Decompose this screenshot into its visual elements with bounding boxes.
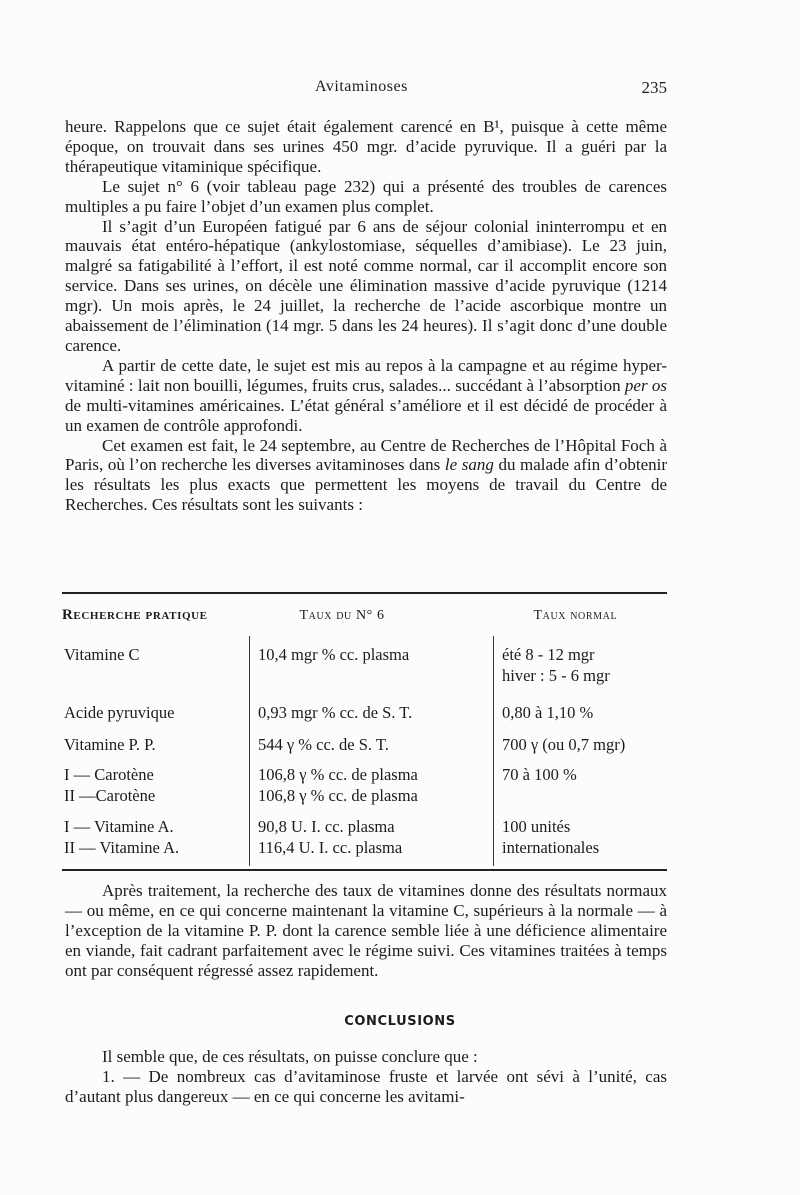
paragraph-apres-traitement: Après traitement, la recherche des taux de vitamines donne des résultats normaux — ou même, en ce qui concerne maintenant la vitamine C, supérieurs à la normale — à l’exception de la vitamine P. P. dont la carence semble liée à une déficience alimentaire en viande, fait cadrant parfaitement avec le régime suivi. Ces vitamines traitées à temps ont par conséquent régressé assez rapidement. [65,881,667,980]
table-bottom-rule [62,869,667,871]
row-normal: 700 γ (ou 0,7 mgr) [502,735,626,754]
table-row [62,734,667,764]
row-label: I — Vitamine A. [64,817,174,836]
row-label: Vitamine P. P. [64,735,156,754]
row-label: Vitamine C [64,645,140,664]
paragraph-continued: heure. Rappelons que ce sujet était également carencé en B¹, puisque à cette même époque, on trouvait dans ses urines 450 mgr. d’acide pyruvique. Il a guéri par la thérapeutique vitaminique spécifique. [65,117,667,176]
table-row [62,702,667,734]
upper-text-block [65,117,667,515]
paragraph-a-partir-text: A partir de cette date, le sujet est mis au repos à la campagne et au régime hyper-vitaminé : lait non bouilli, légumes, fruits crus, salades... succédant à l’absorption [65,355,667,395]
row-label: II — Vitamine A. [64,838,180,857]
results-table-wrap [62,592,667,866]
row-normal: 100 unités internationales [502,817,600,857]
conclusions-intro: Il semble que, de ces résultats, on puisse conclure que : [102,1047,478,1066]
row-normal: hiver : 5 - 6 mgr [502,666,610,685]
paragraph-a-partir [65,356,667,436]
row-label: Acide pyruvique [64,703,175,722]
running-header-title: Avitaminoses [315,78,408,95]
row-value: 10,4 mgr % cc. plasma [258,645,410,664]
conclusions-heading: CONCLUSIONS [344,1014,456,1029]
paragraph-a-partir-italic: per os [624,375,668,395]
row-value: 90,8 U. I. cc. plasma [258,817,395,836]
header-taux-normal: Taux normal [533,607,618,623]
table-row [62,816,667,866]
paragraph-examen-text: Cet examen est fait, le 24 septembre, au Centre de Recherches de l’Hôpital Foch à Paris, où l’on recherche les diverses avitaminoses dans [65,435,667,475]
page-number: 235 [641,78,667,97]
table-row [62,764,667,816]
table-header-row [62,594,667,636]
row-value: 544 γ % cc. de S. T. [258,735,389,754]
middle-text-block [65,881,667,981]
results-table [62,594,667,866]
paragraph-a-partir-text-end: de multi-vitamines américaines. L’état général s’améliore et il est décidé de procéder à un examen de contrôle approfondi. [65,395,667,435]
row-normal: 0,80 à 1,10 % [502,703,594,722]
paragraph-examen-italic: le sang [444,455,494,475]
paragraph-examen-text-end: du malade afin d’obtenir les résultats les plus exacts que permettent les moyens de travail du Centre de Recherches. Ces résultats sont les suivants : [65,455,668,515]
row-label: I — Carotène [64,765,154,784]
conclusions-text-block [65,1047,667,1107]
paragraph-examen [65,436,667,516]
conclusions-item-1: 1. — De nombreux cas d’avitaminose fruste et larvée ont sévi à l’unité, cas d’autant plus dangereux — en ce qui concerne les avitami- [65,1066,667,1106]
row-value: 116,4 U. I. cc. plasma [258,838,403,857]
row-normal: 70 à 100 % [502,765,577,784]
row-label: II —Carotène [64,786,156,805]
row-value: 0,93 mgr % cc. de S. T. [258,703,413,722]
table-row [62,636,667,702]
row-value: 106,8 γ % cc. de plasma [258,786,418,805]
row-value: 106,8 γ % cc. de plasma [258,765,418,784]
row-normal: été 8 - 12 mgr [502,645,595,664]
header-taux-no6: Taux du N° 6 [299,607,385,623]
header-recherche: Recherche pratique [62,607,208,623]
paragraph-europeen: Il s’agit d’un Européen fatigué par 6 ans de séjour colonial ininterrompu et en mauvais état entéro-hépatique (ankylostomiase, séquelles d’amibiase). Le 23 juin, malgré sa fatigabilité à l’effort, il est noté comme normal, car il accomplit encore son service. Dans ses urines, on décèle une élimination massive d’acide pyruvique (1214 mgr). Un mois après, le 24 juillet, la recherche de l’acide ascorbique montre un abaissement de l’élimination (14 mgr. 5 dans les 24 heures). Il s’agit donc d’une double carence. [65,216,667,355]
paragraph-sujet-6: Le sujet n° 6 (voir tableau page 232) qui a présenté des troubles de carences multiples a pu faire l’objet d’un examen plus complet. [65,176,667,216]
